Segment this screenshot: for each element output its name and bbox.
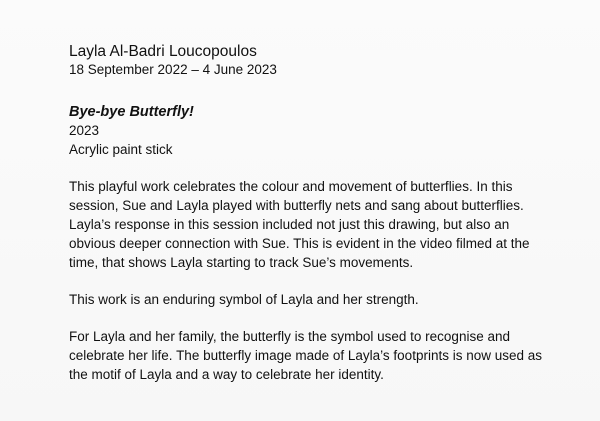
- artwork-title: Bye-bye Butterfly!: [69, 104, 194, 120]
- description-paragraph-1: [69, 177, 569, 272]
- paragraph-line: This playful work celebrates the colour and movement of butterflies. In this: [69, 179, 513, 194]
- artwork-year: 2023: [69, 123, 100, 138]
- description-paragraph-3: [69, 327, 569, 384]
- paragraph-line: obvious deeper connection with Sue. This is evident in the video filmed at the: [69, 236, 530, 251]
- label-content: [69, 42, 569, 384]
- paragraph-line: For Layla and her family, the butterfly is the symbol used to recognise and: [69, 329, 510, 344]
- paragraph-line: celebrate her life. The butterfly image made of Layla’s footprints is now used as: [69, 348, 543, 363]
- artist-name: Layla Al-Badri Loucopoulos: [69, 43, 257, 60]
- artwork-medium: Acrylic paint stick: [69, 142, 173, 157]
- paragraph-line: the motif of Layla and a way to celebrate her identity.: [69, 367, 384, 382]
- paragraph-line: Layla’s response in this session included not just this drawing, but also an: [69, 217, 510, 232]
- paragraph-line: This work is an enduring symbol of Layla and her strength.: [69, 292, 419, 307]
- description-paragraph-2: [69, 290, 569, 309]
- paragraph-line: session, Sue and Layla played with butterfly nets and sang about butterflies.: [69, 198, 524, 213]
- artist-dates: 18 September 2022 – 4 June 2023: [69, 62, 277, 77]
- paragraph-line: time, that shows Layla starting to track Sue’s movements.: [69, 255, 414, 270]
